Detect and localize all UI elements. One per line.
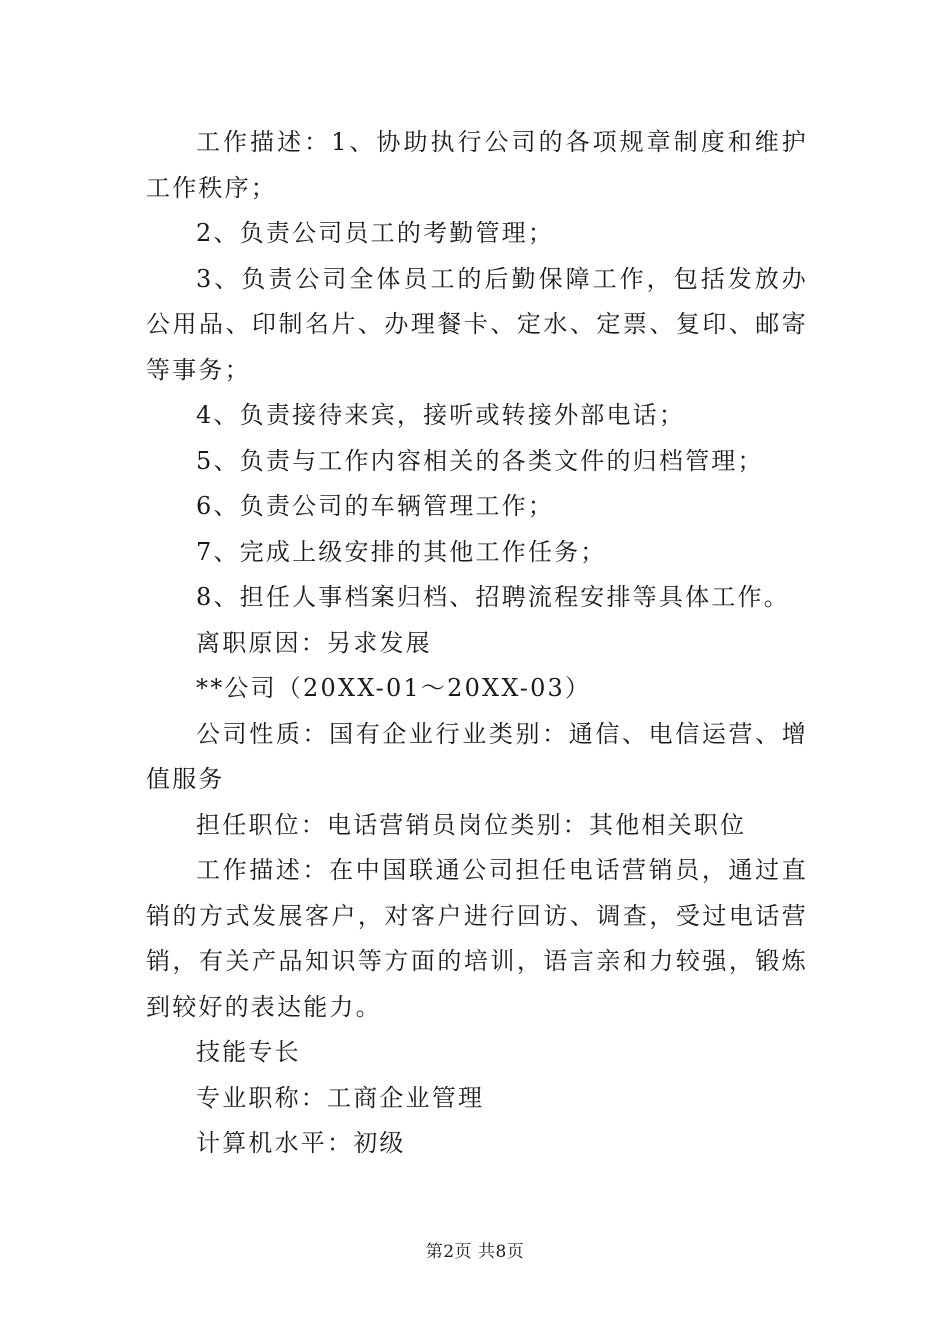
paragraph-duty-2: 2、负责公司员工的考勤管理； — [196, 219, 555, 247]
paragraph-duty-8: 8、担任人事档案归档、招聘流程安排等具体工作。 — [196, 583, 790, 611]
page-footer — [0, 1240, 950, 1264]
page-indicator: 第2页 共8页 — [425, 1242, 525, 1262]
paragraph-duty-5: 5、负责与工作内容相关的各类文件的归档管理； — [196, 446, 764, 475]
section-heading-skills: 技能专长 — [196, 1038, 301, 1066]
paragraph-duty-6: 6、负责公司的车辆管理工作； — [196, 492, 555, 520]
paragraph-duty-7: 7、完成上级安排的其他工作任务； — [196, 537, 607, 566]
paragraph-job-description-2: 工作描述：在中国联通公司担任电话营销员，通过直销的方式发展客户，对客户进行回访、调查，受过电话营销，有关产品知识等方面的培训，语言亲和力较强，锻炼到较好的表达能力。 — [146, 856, 808, 1021]
paragraph-company-period: **公司（20XX-01～20XX-03） — [196, 674, 592, 702]
paragraph-job-description-1: 工作描述：1、协助执行公司的各项规章制度和维护工作秩序； — [146, 128, 808, 202]
paragraph-leave-reason: 离职原因：另求发展 — [196, 628, 432, 657]
paragraph-professional-title: 专业职称：工商企业管理 — [196, 1083, 485, 1112]
paragraph-position: 担任职位：电话营销员岗位类别：其他相关职位 — [196, 810, 747, 839]
document-body — [146, 120, 808, 1167]
paragraph-computer-level: 计算机水平：初级 — [196, 1129, 406, 1157]
paragraph-company-nature: 公司性质：国有企业行业类别：通信、电信运营、增值服务 — [146, 719, 808, 793]
paragraph-duty-4: 4、负责接待来宾，接听或转接外部电话； — [196, 401, 686, 429]
paragraph-duty-3: 3、负责公司全体员工的后勤保障工作，包括发放办公用品、印制名片、办理餐卡、定水、定票、复印、邮寄等事务； — [146, 264, 808, 384]
